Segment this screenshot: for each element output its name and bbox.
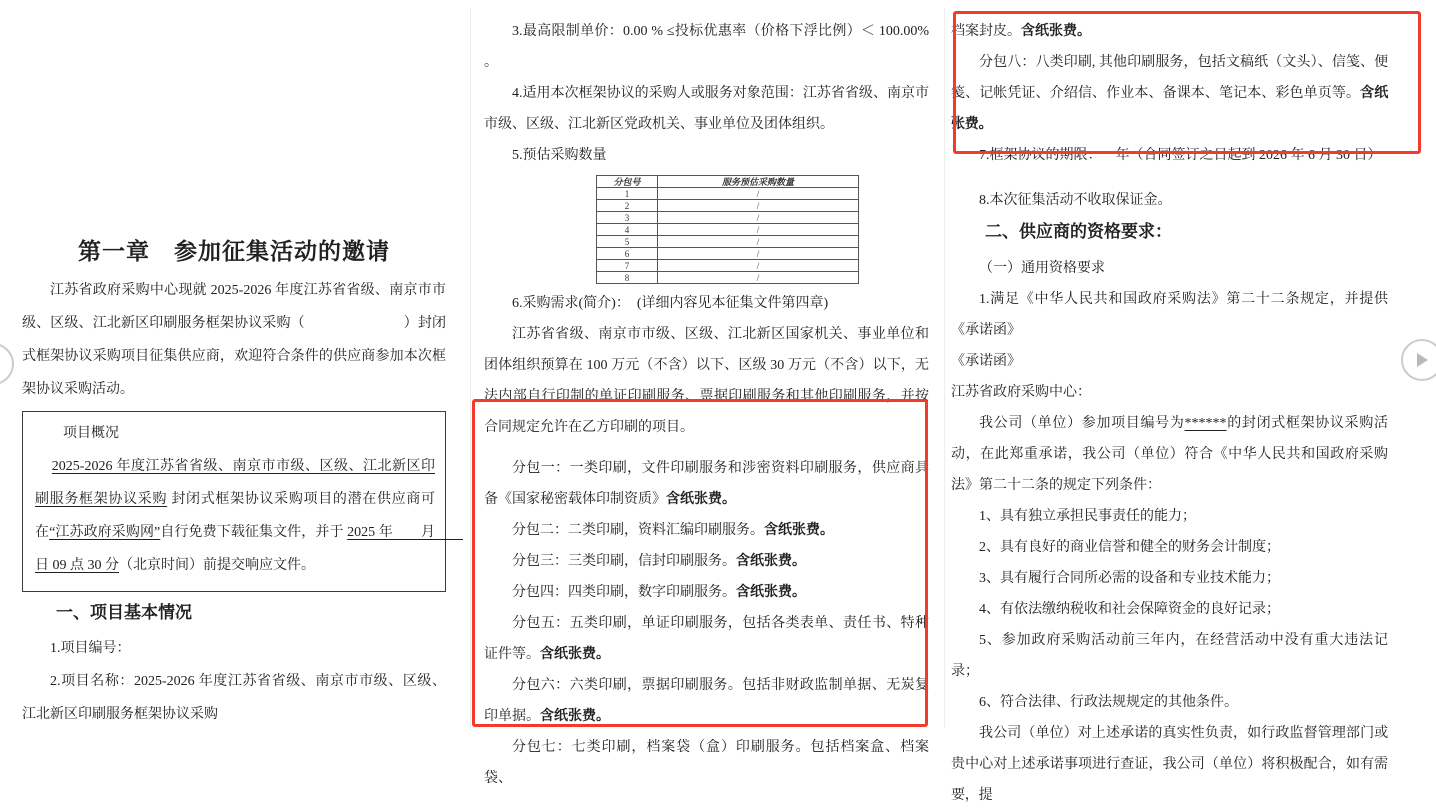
- table-row: [597, 248, 859, 260]
- cell-package-no: 8: [597, 272, 658, 284]
- project-name-line: 2.项目名称：2025-2026 年度江苏省省级、南京市市级、区级、江北新区印刷服务框架协议采购: [22, 674, 446, 722]
- condition-4: 4、有依法缴纳税收和社会保障资金的良好记录；: [979, 602, 1280, 617]
- table-header-quantity: 服务预估采购数量: [658, 176, 859, 188]
- overview-seg-plain-3: （北京时间）前提交响应文件。: [119, 558, 315, 573]
- cell-quantity: /: [658, 236, 859, 248]
- package-2: [484, 515, 929, 546]
- commitment-post: 的封闭式框架协议采购活动，在此郑重承诺，我公司（单位）符合《中华人民共和国政府采购法》第二十二条的规定下列条件：: [951, 416, 1389, 493]
- overview-seg-underlined-1: 2025-2026 年度江苏省省级、南京市市级、区级、江北新区印刷服务框架协议采购: [35, 459, 435, 507]
- overview-body: [35, 450, 464, 582]
- condition-6: 6、符合法律、行政法规规定的其他条件。: [979, 695, 1238, 710]
- overview-seg-plain-2: 自行免费下载征集文件，并于: [160, 525, 348, 540]
- estimated-quantity-table: [596, 175, 929, 284]
- package-1-text: 分包一：一类印刷，文件印刷服务和涉密资料印刷服务，供应商具备《国家秘密载体印制资质》: [484, 461, 929, 507]
- package-2-paper-fee: 含纸张费。: [764, 523, 834, 538]
- section-heading-basic-info: 一、项目基本情况: [56, 603, 192, 622]
- overview-seg-underlined-3: 2025 年 月 日 09 点 30 分: [35, 525, 464, 573]
- package-8: [951, 47, 1388, 140]
- letter-title: 《承诺函》: [951, 354, 1021, 369]
- table-row: [597, 188, 859, 200]
- package-3-paper-fee: 含纸张费。: [736, 554, 806, 569]
- table-row: [597, 200, 859, 212]
- package-4-paper-fee: 含纸张费。: [736, 585, 806, 600]
- package-3: [484, 546, 929, 577]
- condition-2: 2、具有良好的商业信誉和健全的财务会计制度；: [979, 540, 1280, 555]
- cell-quantity: /: [658, 188, 859, 200]
- overview-title: 项目概况: [63, 426, 119, 441]
- package-6-text: 分包六：六类印刷，票据印刷服务。包括非财政监制单据、无炭复印单据。: [484, 678, 929, 724]
- package-5-text: 分包五：五类印刷，单证印刷服务，包括各类表单、责任书、特种证件等。: [484, 616, 929, 662]
- cell-package-no: 4: [597, 224, 658, 236]
- procurement-demand-paragraph: 江苏省省级、南京市市级、区级、江北新区国家机关、事业单位和团体组织预算在 100 万元（不含）以下、区级 30 万元（不含）以下，无法内部自行印制的单证印刷服务、票据印刷服务和其他印刷服务，并按合同规定允许在乙方印刷的项目。: [484, 327, 929, 435]
- package-7-cont-text: 档案封皮。: [951, 24, 1021, 39]
- item-applicable-scope: 4.适用本次框架协议的采购人或服务对象范围：江苏省省级、南京市市级、区级、江北新区党政机关、事业单位及团体组织。: [484, 86, 929, 132]
- overview-seg-plain-1: 封闭式框架协议采购项目的潜在供应商可在: [35, 492, 436, 540]
- commitment-project-number-blank: ******: [1184, 416, 1227, 431]
- document-page-1: [0, 0, 470, 731]
- table-row: [597, 236, 859, 248]
- closing-paragraph: 我公司（单位）对上述承诺的真实性负责，如行政监督管理部门或贵中心对上述承诺事项进行查证，我公司（单位）将积极配合，如有需要，提: [951, 726, 1388, 803]
- condition-3: 3、具有履行合同所必需的设备和专业技术能力；: [979, 571, 1280, 586]
- package-1-paper-fee: 含纸张费。: [666, 492, 736, 507]
- cell-quantity: /: [658, 272, 859, 284]
- package-4-text: 分包四：四类印刷，数字印刷服务。: [512, 585, 736, 600]
- cell-package-no: 6: [597, 248, 658, 260]
- package-5: [484, 608, 929, 670]
- cell-package-no: 2: [597, 200, 658, 212]
- table-row: [597, 212, 859, 224]
- overview-seg-underlined-2: “江苏政府采购网”: [49, 525, 161, 540]
- cell-quantity: /: [658, 248, 859, 260]
- intro-paragraph: 江苏省政府采购中心现就 2025-2026 年度江苏省省级、南京市市级、区级、江北新区印刷服务框架协议采购（ ）封闭式框架协议采购项目征集供应商，欢迎符合条件的供应商参加本次框架协议采购活动。: [22, 283, 446, 397]
- package-1: [484, 453, 929, 515]
- sub-heading-general-qualifications: （一）通用资格要求: [979, 261, 1105, 276]
- page-divider: [944, 8, 945, 727]
- commitment-paragraph: [951, 408, 1388, 501]
- cell-quantity: /: [658, 224, 859, 236]
- page-divider: [470, 8, 471, 727]
- package-8-text: 分包八：八类印刷, 其他印刷服务，包括文稿纸（文头）、信笺、便笺、记帐凭证、介绍信、作业本、备课本、笔记本、彩色单页等。: [951, 55, 1388, 101]
- package-7-paper-fee: 含纸张费。: [1021, 24, 1091, 39]
- project-number-line: 1.项目编号：: [50, 641, 131, 656]
- letter-salutation: 江苏省政府采购中心：: [951, 385, 1091, 400]
- package-3-text: 分包三：三类印刷，信封印刷服务。: [512, 554, 736, 569]
- chapter-title: 第一章 参加征集活动的邀请: [78, 238, 390, 264]
- table-row: [597, 260, 859, 272]
- general-qualification-item-1: 1.满足《中华人民共和国政府采购法》第二十二条规定，并提供《承诺函》: [951, 292, 1388, 338]
- commitment-pre: 我公司（单位）参加项目编号为: [979, 416, 1185, 431]
- item-max-unit-price: 3.最高限制单价：0.00 % ≤投标优惠率（价格下浮比例）＜ 100.00% 。: [484, 24, 929, 70]
- package-5-paper-fee: 含纸张费。: [540, 647, 610, 662]
- table-header-package-no: 分包号: [597, 176, 658, 188]
- cell-package-no: 5: [597, 236, 658, 248]
- cell-package-no: 3: [597, 212, 658, 224]
- item-procurement-demand: 6.采购需求(简介)： (详细内容见本征集文件第四章): [512, 296, 829, 311]
- cell-package-no: 1: [597, 188, 658, 200]
- package-8-paper-fee: 含纸张费。: [951, 86, 1389, 132]
- package-6-paper-fee: 含纸张费。: [540, 709, 610, 724]
- condition-1: 1、具有独立承担民事责任的能力；: [979, 509, 1196, 524]
- package-2-text: 分包二：二类印刷，资料汇编印刷服务。: [512, 523, 764, 538]
- cell-quantity: /: [658, 260, 859, 272]
- item-estimated-quantity: 5.预估采购数量: [512, 148, 607, 163]
- package-4: [484, 577, 929, 608]
- package-7: [484, 732, 929, 794]
- cell-quantity: /: [658, 200, 859, 212]
- chevron-right-icon: [1415, 352, 1429, 368]
- condition-5: 5、参加政府采购活动前三年内，在经营活动中没有重大违法记录；: [951, 633, 1388, 679]
- next-page-button[interactable]: [1401, 339, 1436, 381]
- item-no-deposit: 8.本次征集活动不收取保证金。: [979, 193, 1172, 208]
- section-heading-supplier-qualifications: 二、供应商的资格要求：: [985, 222, 1172, 241]
- document-page-2: [470, 0, 945, 794]
- package-6: [484, 670, 929, 732]
- document-page-3: [945, 0, 1418, 811]
- cell-package-no: 7: [597, 260, 658, 272]
- table-row: [597, 272, 859, 284]
- item-agreement-term: 7.框架协议的期限：一年（合同签订之日起到 2026 年 6 月 30 日）: [979, 148, 1382, 163]
- table-header-row: [597, 176, 859, 188]
- package-list: [484, 453, 929, 794]
- cell-quantity: /: [658, 212, 859, 224]
- package-7-continuation: [951, 16, 1388, 47]
- table-row: [597, 224, 859, 236]
- package-7-text: 分包七：七类印刷，档案袋（盒）印刷服务。包括档案盒、档案袋、: [484, 740, 929, 786]
- project-overview-box: [22, 411, 464, 592]
